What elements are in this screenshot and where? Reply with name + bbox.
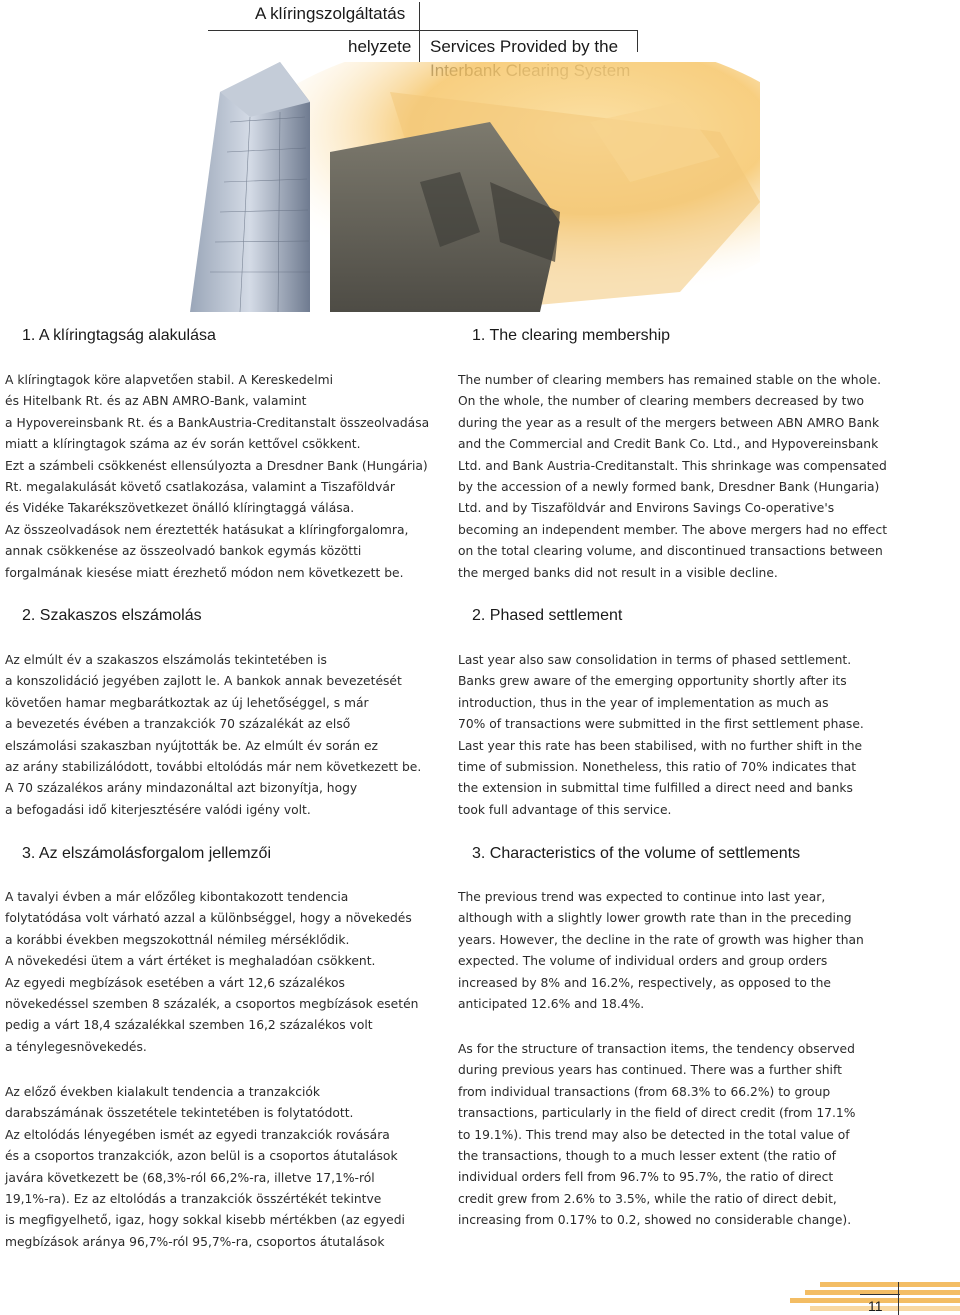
text-line: As for the structure of transaction items, the tendency observed bbox=[458, 1042, 855, 1056]
text-line: a bevezetés évében a tranzakciók 70 százalékát az első bbox=[5, 717, 351, 732]
text-line: becoming an independent member. The above mergers had no effect bbox=[458, 522, 888, 537]
text-line: the transactions, though to a much lesser extent (the ratio of bbox=[458, 1149, 837, 1164]
text-line: and the Commercial and Credit Bank Co. Ltd., and Hypovereinsbank bbox=[458, 437, 879, 452]
text-line: Banks grew aware of the emerging opportunity shortly after its bbox=[458, 674, 847, 689]
text-line: Last year this rate has been stabilised, with no further shift in the bbox=[458, 738, 863, 753]
text-line: javára következett be (68,3%-ról 66,2%-ra, illetve 17,1%-ról bbox=[5, 1170, 375, 1185]
text-line: The number of clearing members has remained stable on the whole. bbox=[458, 373, 882, 387]
text-line: from individual transactions (from 68.3% to 66.2%) to group bbox=[458, 1084, 831, 1099]
text-line: Az elmúlt év a szakaszos elszámolás tekintetében is bbox=[5, 653, 327, 667]
section2-heading-en: 2. Phased settlement bbox=[472, 607, 623, 624]
text-line: is megfigyelhető, igaz, hogy sokkal kisebb mértékben (az egyedi bbox=[5, 1213, 405, 1228]
text-line: Ltd. and Bank Austria-Creditanstalt. This shrinkage was compensated bbox=[458, 458, 887, 473]
text-line: anticipated 12.6% and 18.4%. bbox=[458, 997, 645, 1012]
section3-body-hu bbox=[5, 887, 418, 1058]
text-line: during the year as a result of the mergers between ABN AMRO Bank bbox=[458, 415, 880, 430]
text-line: a korábbi években megszokottnál némileg mérséklődik. bbox=[5, 932, 350, 947]
subtitle-hu: helyzete bbox=[348, 37, 412, 56]
section2-body-en bbox=[458, 650, 864, 821]
text-line: miatt a klíringtagok száma az év során kettővel csökkent. bbox=[5, 437, 361, 452]
text-line: Az előző években kialakult tendencia a tranzakciók bbox=[5, 1085, 321, 1099]
text-line: követően hamar megbarátkoztak az új lehetőséggel, s már bbox=[5, 695, 369, 710]
text-line: annak csökkenése az összeolvadó bankok egymás közötti bbox=[5, 544, 362, 559]
section3-heading-hu: 3. Az elszámolásforgalom jellemzői bbox=[22, 845, 271, 862]
text-line: credit grew from 2.6% to 3.5%, while the ratio of direct debit, bbox=[458, 1191, 837, 1206]
text-line: az arány stabilizálódott, további eltolódás már nem következett be. bbox=[5, 760, 422, 775]
text-line: Ezt a számbeli csökkenést ellensúlyozta a Dresdner Bank (Hungária) bbox=[5, 458, 428, 473]
header-divider-right bbox=[637, 30, 638, 52]
text-line: the extension in submittal time fulfilled a direct need and banks bbox=[458, 781, 853, 796]
text-line: by the accession of a newly formed bank, Dresdner Bank (Hungaria) bbox=[458, 480, 880, 495]
text-line: transactions, particularly in the field of direct credit (from 17.1% bbox=[458, 1106, 856, 1121]
text-line: megbízások aránya 96,7%-ról 95,7%-ra, csoportos átutalások bbox=[5, 1234, 385, 1249]
text-line: during previous years has continued. There was a further shift bbox=[458, 1063, 842, 1078]
text-line: 19,1%-ra). Ez az eltolódás a tranzakciók összértékét tekintve bbox=[5, 1192, 382, 1207]
section1-body-en bbox=[458, 370, 887, 584]
header-divider-vertical bbox=[419, 2, 420, 62]
section2-heading-hu: 2. Szakaszos elszámolás bbox=[22, 607, 202, 624]
text-line: forgalmának kiesése miatt érezhető módon nem következett be. bbox=[5, 565, 404, 580]
text-line: a konszolidáció jegyében zajlott le. A bankok annak bevezetését bbox=[5, 674, 402, 689]
text-line: Last year also saw consolidation in terms of phased settlement. bbox=[458, 653, 852, 667]
text-line: years. However, the decline in the rate of growth was higher than bbox=[458, 932, 864, 947]
section2-body-hu bbox=[5, 650, 421, 821]
section1-body-hu bbox=[5, 370, 429, 584]
text-line: increasing from 0.17% to 0.2, showed no considerable change). bbox=[458, 1213, 852, 1228]
text-line: Az egyedi megbízások esetében a várt 12,6 százalékos bbox=[5, 975, 345, 990]
text-line: és Vidéke Takarékszövetkezet önálló klíringtaggá válása. bbox=[5, 501, 355, 516]
text-line: A tavalyi évben a már előzőleg kibontakozott tendencia bbox=[5, 890, 349, 904]
text-line: increased by 8% and 16.2%, respectively, as opposed to the bbox=[458, 975, 831, 990]
section3-body-en bbox=[458, 887, 864, 1015]
section1-heading-hu: 1. A klíringtagság alakulása bbox=[22, 327, 216, 344]
section3-heading-en: 3. Characteristics of the volume of settlements bbox=[472, 845, 801, 862]
text-line: the merged banks did not result in a visible decline. bbox=[458, 565, 778, 580]
text-line: to 19.1%). This trend may also be detected in the total value of bbox=[458, 1127, 850, 1142]
text-line: on the total clearing volume, and discontinued transactions between bbox=[458, 544, 883, 559]
text-line: elszámolási szakaszban nyújtották be. Az elmúlt év során ez bbox=[5, 738, 379, 753]
text-line: A 70 százalékos arány mindazonáltal azt bizonyítja, hogy bbox=[5, 781, 358, 796]
text-line: On the whole, the number of clearing members decreased by two bbox=[458, 394, 865, 409]
text-line: A klíringtagok köre alapvetően stabil. A Kereskedelmi bbox=[5, 373, 334, 387]
text-line: Rt. megalakulását követő csatlakozása, valamint a Tiszaföldvár bbox=[5, 480, 395, 495]
header-divider-horizontal bbox=[208, 30, 638, 31]
page-number-divider bbox=[898, 1282, 899, 1315]
section3-body-en-part2 bbox=[458, 1039, 855, 1232]
text-line: individual orders fell from 96.7% to 95.7%, the ratio of direct bbox=[458, 1170, 834, 1185]
header-photo-collage bbox=[160, 62, 760, 322]
text-line: Ltd. and by Tiszaföldvár and Environs Savings Co-operative's bbox=[458, 501, 835, 516]
title-hu: A klíringszolgáltatás bbox=[255, 4, 406, 23]
section3-body-hu-part2 bbox=[5, 1082, 405, 1253]
text-line: Az összeolvadások nem éreztették hatásukat a klíringforgalomra, bbox=[5, 522, 409, 537]
text-line: took full advantage of this service. bbox=[458, 802, 672, 817]
text-line: és a csoportos tranzakciók, azon belül is a csoportos átutalások bbox=[5, 1149, 398, 1164]
text-line: folytatódása volt várható azzal a különbséggel, hogy a növekedés bbox=[5, 911, 412, 926]
text-line: a befogadási idő kiterjesztésére valódi igény volt. bbox=[5, 802, 311, 817]
text-line: although with a slightly lower growth rate than in the preceding bbox=[458, 911, 852, 926]
text-line: expected. The volume of individual orders and group orders bbox=[458, 954, 828, 969]
text-line: pedig a várt 18,4 százalékkal szemben 16,2 százalékos volt bbox=[5, 1018, 373, 1033]
section1-heading-en: 1. The clearing membership bbox=[472, 327, 671, 344]
text-line: darabszámának összetétele tekintetében is folytatódott. bbox=[5, 1106, 354, 1121]
text-line: The previous trend was expected to continue into last year, bbox=[458, 890, 826, 904]
text-line: növekedéssel szemben 8 százalék, a csoportos megbízások esetén bbox=[5, 997, 419, 1012]
text-line: introduction, thus in the year of implementation as much as bbox=[458, 695, 829, 710]
text-line: Az eltolódás lényegében ismét az egyedi tranzakciók rovására bbox=[5, 1127, 390, 1142]
text-line: A növekedési ütem a várt értéket is meghaladóan csökkent. bbox=[5, 954, 376, 969]
text-line: 70% of transactions were submitted in the first settlement phase. bbox=[458, 717, 864, 732]
text-line: a ténylegesnövekedés. bbox=[5, 1039, 147, 1054]
page-number-rule bbox=[860, 1294, 900, 1295]
text-line: time of submission. Nonetheless, this ratio of 70% indicates that bbox=[458, 760, 857, 775]
text-line: a Hypovereinsbank Rt. és a BankAustria-Creditanstalt összeolvadása bbox=[5, 415, 430, 430]
text-line: és Hitelbank Rt. és az ABN AMRO-Bank, valamint bbox=[5, 394, 307, 409]
title-en-line1: Services Provided by the bbox=[430, 37, 619, 56]
page-number: 11 bbox=[868, 1298, 883, 1314]
